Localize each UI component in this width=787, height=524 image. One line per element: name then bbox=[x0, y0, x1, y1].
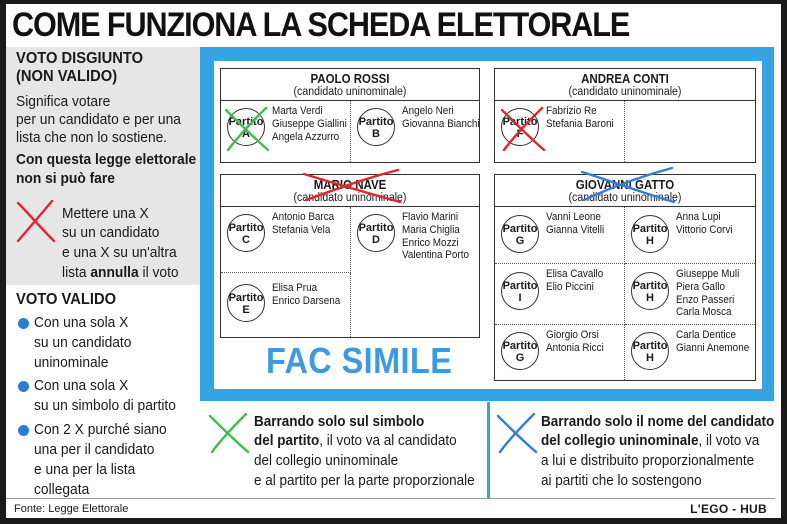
party-list-h[interactable] bbox=[625, 207, 755, 264]
footer bbox=[6, 498, 775, 518]
green-explanation-line-4: e al partito per la parte proporzionale bbox=[254, 472, 475, 489]
green-explanation-line-2: del partito, il voto va al candidato bbox=[254, 432, 457, 449]
party-list-i[interactable] bbox=[495, 264, 625, 325]
party-symbol-a[interactable]: Partito A bbox=[227, 108, 265, 146]
bullet-icon bbox=[18, 318, 29, 329]
candidate-subtitle: (candidato uninominale) bbox=[293, 192, 407, 204]
bullet-icon bbox=[18, 381, 29, 392]
party-symbol-d[interactable]: Partito D bbox=[357, 214, 395, 252]
x-example-2: su un candidato bbox=[62, 224, 160, 241]
party-symbol-f[interactable]: Partito F bbox=[501, 108, 539, 146]
fac-simile-watermark: FAC SIMILE bbox=[266, 340, 453, 381]
valid-3-line-2: una per il candidato bbox=[34, 441, 155, 458]
candidate-subtitle: (candidato uninominale) bbox=[293, 86, 407, 98]
source-note: Fonte: Legge Elettorale bbox=[14, 503, 129, 515]
list-candidates: Giorgio Orsi Antonia Ricci bbox=[546, 329, 604, 354]
candidate-name: PAOLO ROSSI bbox=[310, 72, 390, 86]
valid-1-line-2: su un candidato bbox=[34, 334, 132, 351]
x-example-3: e una X su un'altra bbox=[62, 244, 177, 261]
party-symbol-h[interactable]: Partito H bbox=[631, 215, 669, 253]
blue-explanation-line-2: del collegio uninominale, il voto va bbox=[541, 432, 760, 449]
x-example-1: Mettere una X bbox=[62, 205, 149, 222]
party-list-h[interactable] bbox=[625, 325, 755, 380]
party-list-d[interactable] bbox=[351, 207, 479, 273]
party-list-h[interactable] bbox=[625, 264, 755, 325]
blue-x-mark-icon bbox=[578, 164, 678, 206]
party-list-g[interactable] bbox=[495, 207, 625, 264]
list-candidates: Carla Dentice Gianni Anemone bbox=[676, 329, 750, 354]
green-explanation-line-1: Barrando solo sul simbolo bbox=[254, 413, 425, 430]
green-x-mark-icon bbox=[206, 410, 252, 456]
red-x-mark-icon bbox=[300, 166, 404, 206]
x-example-4: lista annulla il voto bbox=[62, 264, 179, 281]
party-list-e[interactable] bbox=[221, 273, 351, 337]
invalid-heading-2: (NON VALIDO) bbox=[16, 68, 118, 85]
party-symbol-g[interactable]: Partito G bbox=[501, 332, 539, 370]
invalid-bold-1: Con questa legge elettorale bbox=[16, 151, 197, 168]
invalid-text-1: Significa votare bbox=[16, 93, 111, 110]
valid-3-line-1: Con 2 X purché siano bbox=[34, 421, 167, 438]
party-symbol-i[interactable]: Partito I bbox=[501, 272, 539, 310]
party-symbol-h[interactable]: Partito H bbox=[631, 272, 669, 310]
party-symbol-b[interactable]: Partito B bbox=[357, 108, 395, 146]
left-column bbox=[6, 47, 200, 497]
invalid-heading-1: VOTO DISGIUNTO bbox=[16, 50, 144, 67]
page-title: COME FUNZIONA LA SCHEDA ELETTORALE bbox=[12, 6, 630, 44]
party-symbol-e[interactable]: Partito E bbox=[227, 284, 265, 322]
bottom-explanations bbox=[200, 402, 774, 498]
valid-3-line-4: collegata bbox=[34, 481, 90, 498]
blue-explanation-line-1: Barrando solo il nome del candidato bbox=[541, 413, 775, 430]
green-explanation-line-3: del collegio uninominale bbox=[254, 452, 399, 469]
candidate-name: GIOVANNI GATTO bbox=[575, 178, 675, 192]
candidate-name: ANDREA CONTI bbox=[581, 72, 669, 86]
credit-logo: L'EGO - HUB bbox=[690, 502, 767, 516]
candidate-name: MARIO NAVE bbox=[313, 178, 387, 192]
party-symbol-c[interactable]: Partito C bbox=[227, 214, 265, 252]
valid-heading: VOTO VALIDO bbox=[16, 291, 117, 308]
list-candidates: Elisa Cavallo Elio Piccini bbox=[546, 268, 604, 293]
valid-2-line-1: Con una sola X bbox=[34, 377, 129, 394]
invalid-bold-2: non si può fare bbox=[16, 170, 115, 187]
red-x-mark-icon bbox=[498, 104, 548, 154]
invalid-text-2: per un candidato e per una bbox=[16, 111, 181, 128]
candidate-subtitle: (candidato uninominale) bbox=[568, 86, 682, 98]
bullet-icon bbox=[18, 425, 29, 436]
party-list-b[interactable] bbox=[351, 101, 479, 162]
list-candidates: Vanni Leone Gianna Vitelli bbox=[546, 211, 605, 236]
valid-1-line-3: uninominale bbox=[34, 354, 109, 371]
list-candidates: Fabrizio Re Stefania Baroni bbox=[546, 105, 614, 130]
party-symbol-g[interactable]: Partito G bbox=[501, 215, 539, 253]
red-x-mark-icon bbox=[14, 197, 58, 245]
party-list-g[interactable] bbox=[495, 325, 625, 380]
list-candidates: Flavio Marini Maria Chiglia Enrico Mozzi Valentina Porto bbox=[402, 211, 469, 262]
valid-3-line-3: e una per la lista bbox=[34, 461, 136, 478]
party-symbol-h[interactable]: Partito H bbox=[631, 332, 669, 370]
valid-2-line-2: su un simbolo di partito bbox=[34, 397, 176, 414]
list-candidates: Marta Verdi Giuseppe Giallini Angela Azzurro bbox=[272, 105, 347, 143]
blue-explanation-line-3: a lui e distribuito proporzionalmente bbox=[541, 452, 755, 469]
candidate-header[interactable] bbox=[221, 69, 479, 101]
list-candidates: Antonio Barca Stefania Vela bbox=[272, 211, 335, 236]
list-candidates: Elisa Prua Enrico Darsena bbox=[272, 282, 341, 307]
green-x-mark-icon bbox=[222, 104, 272, 154]
candidate-subtitle: (candidato uninominale) bbox=[568, 192, 682, 204]
list-candidates: Angelo Neri Giovanna Bianchi bbox=[402, 105, 480, 130]
list-candidates: Giuseppe Muli Piera Gallo Enzo Passeri Carla Mosca bbox=[676, 268, 740, 319]
list-candidates: Anna Lupi Vittorio Corvi bbox=[676, 211, 733, 236]
invalid-text-3: lista che non lo sostiene. bbox=[16, 129, 168, 146]
blue-x-mark-icon bbox=[494, 410, 540, 456]
party-list-c[interactable] bbox=[221, 207, 351, 273]
candidate-header[interactable] bbox=[495, 69, 755, 101]
divider bbox=[487, 402, 490, 498]
blue-explanation-line-4: ai partiti che lo sostengono bbox=[541, 472, 702, 489]
valid-1-line-1: Con una sola X bbox=[34, 314, 129, 331]
